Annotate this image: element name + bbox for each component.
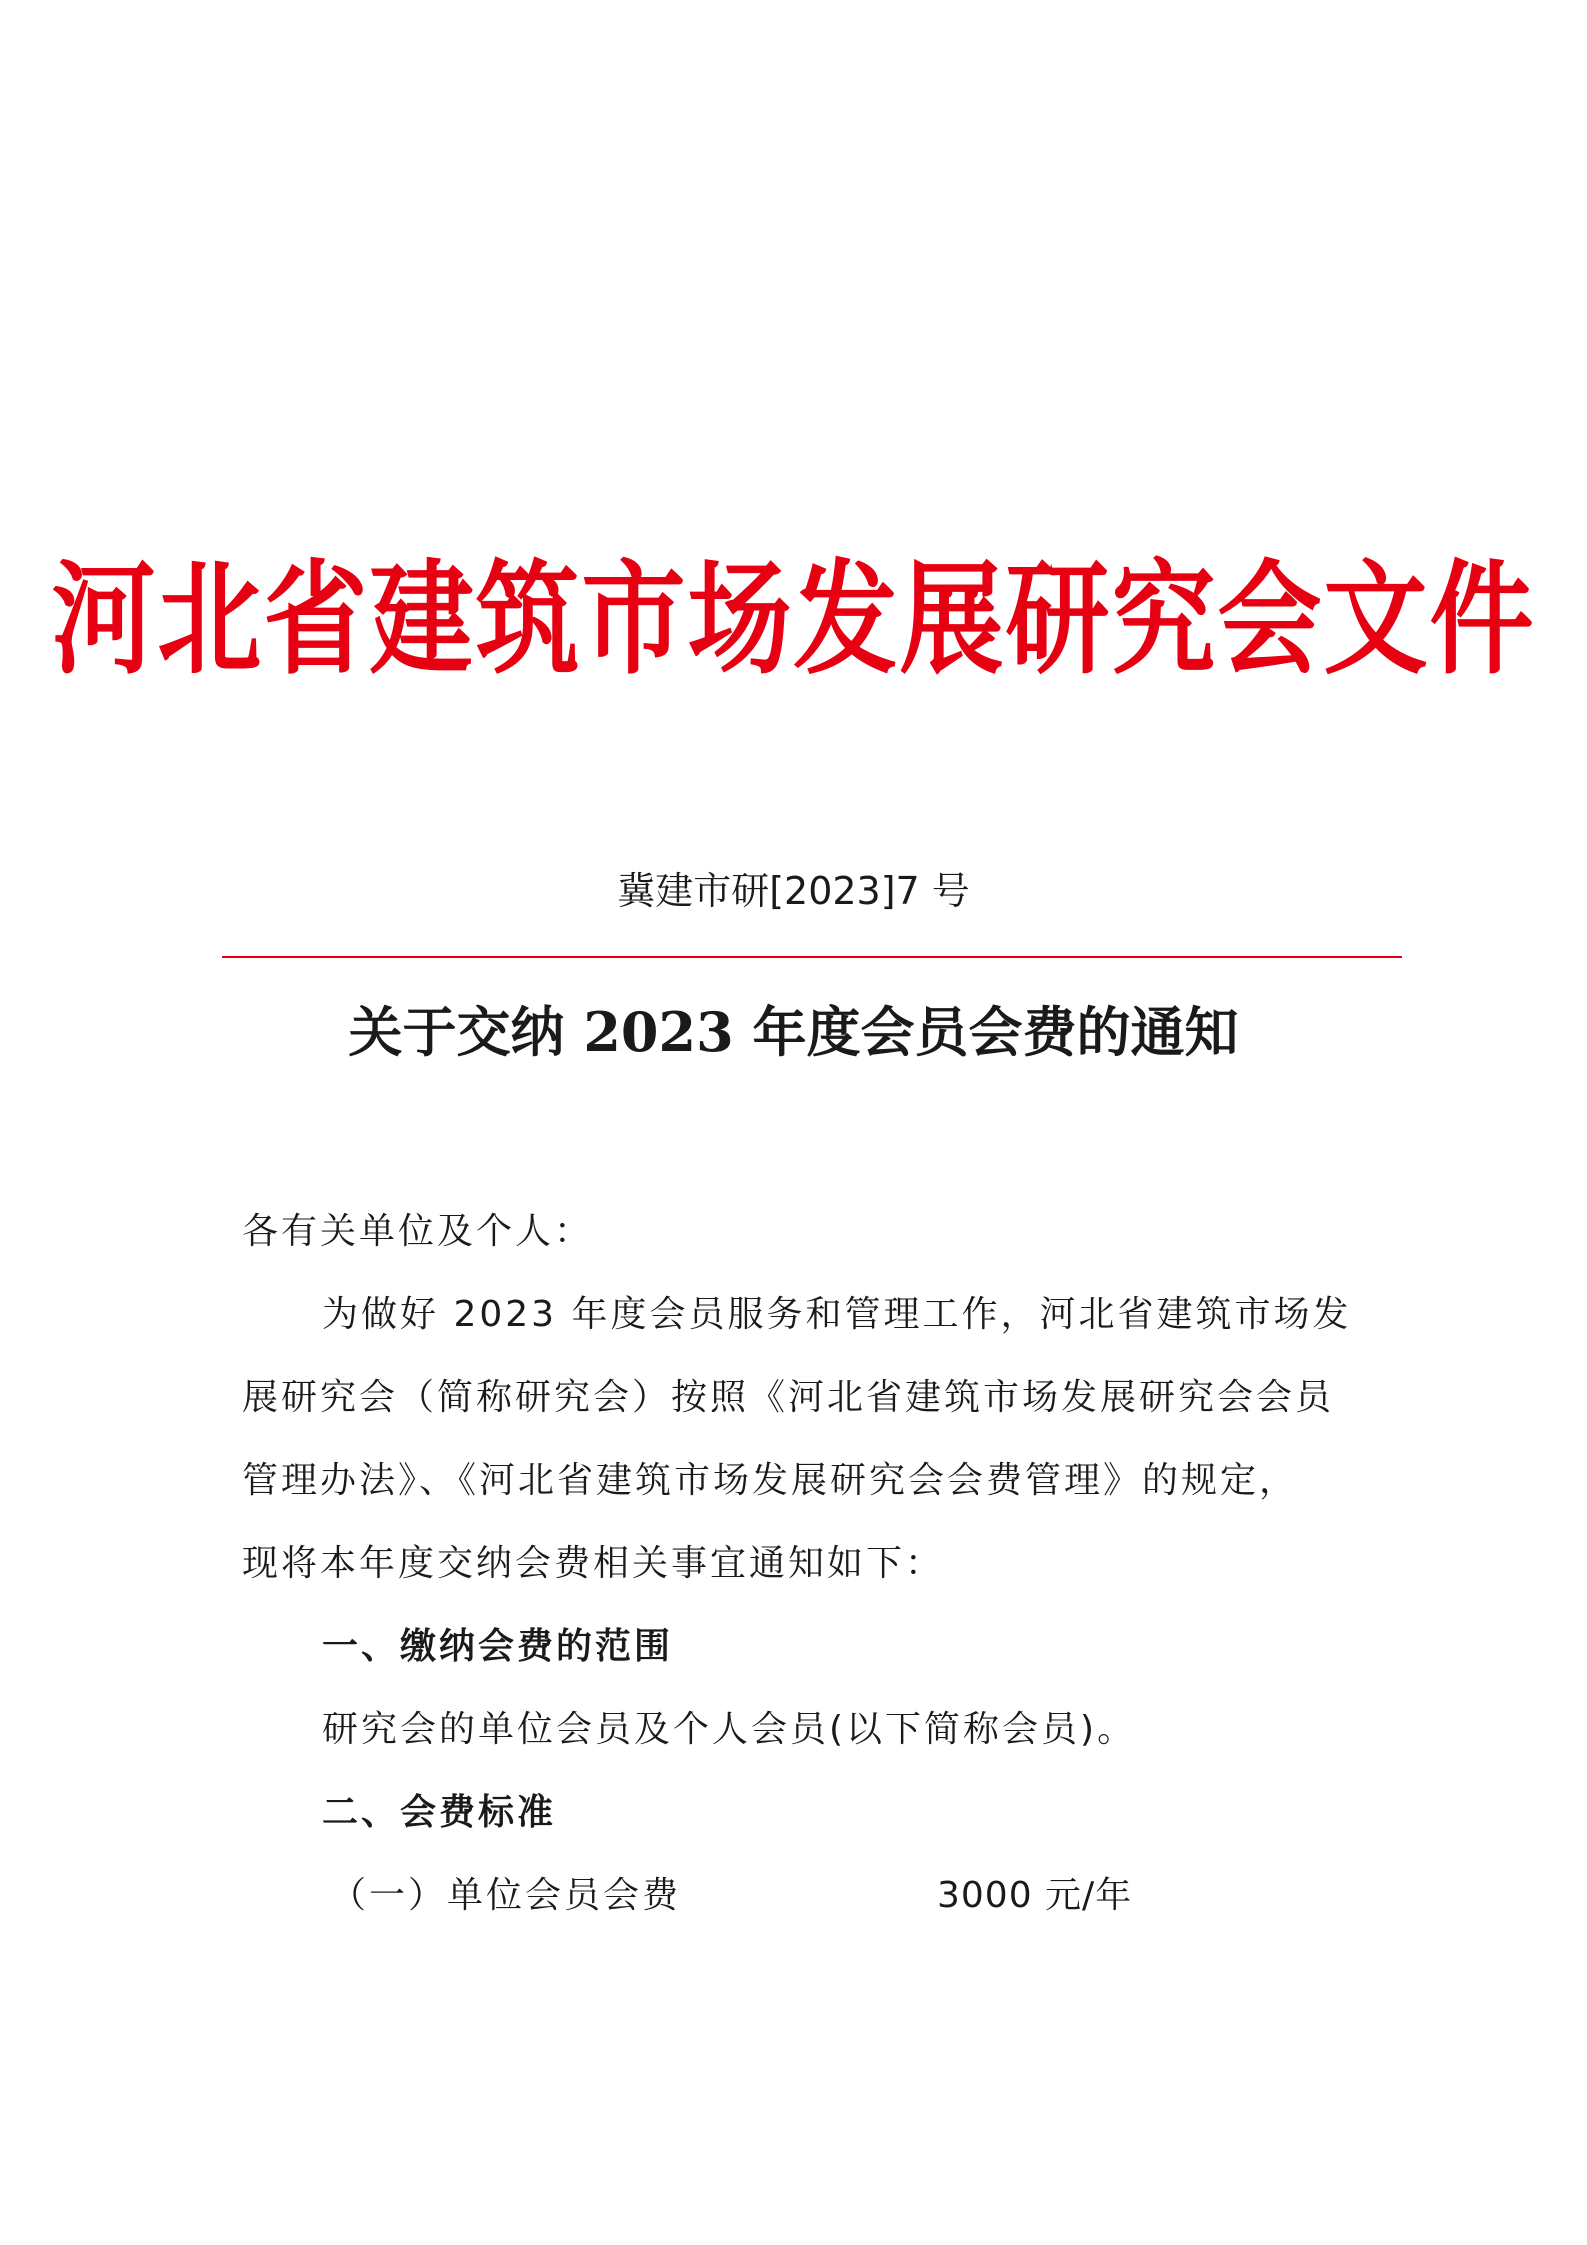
intro-paragraph-line: 管理办法》、《河北省建筑市场发展研究会会费管理》的规定， (242, 1460, 1299, 1501)
section-heading-scope: 一、缴纳会费的范围 (322, 1626, 674, 1667)
fee-item (330, 1875, 1230, 1918)
intro-paragraph-line: 展研究会（简称研究会）按照《河北省建筑市场发展研究会会员 (242, 1377, 1335, 1418)
fee-item-label: （一）单位会员会费 (330, 1875, 682, 1916)
intro-paragraph-line: 为做好 2023 年度会员服务和管理工作，河北省建筑市场发 (322, 1294, 1352, 1335)
organization-document-header: 河北省建筑市场发展研究会文件 (51, 546, 1536, 692)
intro-paragraph-line: 现将本年度交纳会费相关事宜通知如下： (242, 1543, 945, 1584)
fee-item-amount: 3000 元/年 (937, 1875, 1133, 1916)
header-divider (222, 956, 1402, 958)
salutation: 各有关单位及个人： (242, 1211, 594, 1252)
section-text-scope: 研究会的单位会员及个人会员(以下简称会员)。 (322, 1709, 1137, 1750)
document-number: 冀建市研[2023]7 号 (617, 869, 970, 913)
notice-title: 关于交纳 2023 年度会员会费的通知 (348, 1000, 1239, 1064)
section-heading-fee-standard: 二、会费标准 (322, 1792, 557, 1833)
